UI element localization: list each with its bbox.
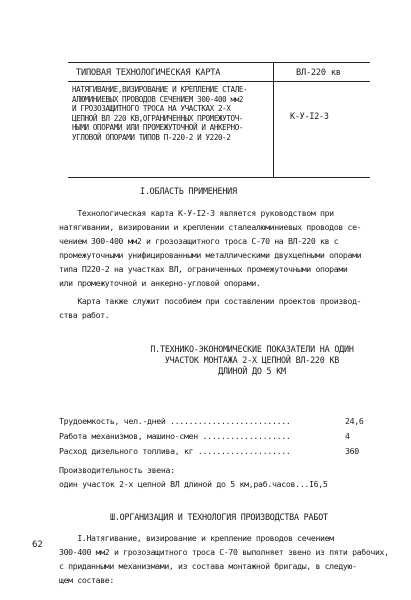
section-3-paragraph: I.Натягивание, визирование и крепление проводов сечением 300-400 мм2 и грозозащитного троса С-70 выполняет звено из пяти рабочих, с приданными механизмами, из состава монтажной бригады, в следую- щем составе: xyxy=(59,533,389,585)
card-description: НАТЯГИВАНИЕ,ВИЗИРОВАНИЕ И КРЕПЛЕНИЕ СТАЛЕ- АЛЮМИНИЕВЫХ ПРОВОДОВ СЕЧЕНИЕМ 300-400 мм2 И ГРОЗОЗАЩИТНОГО ТРОСА НА УЧАСТКАХ 2-Х ЦЕПНОЙ ВЛ 220 КВ,ОГРАНИЧЕННЫХ ПРОМЕЖУТОЧ- НЫМИ ОПОРАМИ ИЛИ ПРОМЕЖУТОЧНОЙ И АНКЕРНО- УГЛОВОЙ ОПОРАМИ ТИПОВ П-220-2 И У220-2 xyxy=(72,85,248,142)
section-2-title: П.ТЕХНИКО-ЭКОНОМИЧЕСКИЕ ПОКАЗАТЕЛИ НА ОДИН УЧАСТОК МОНТАЖА 2-Х ЦЕПНОЙ ВЛ-220 КВ ДЛИНОЙ ДО 5 КМ xyxy=(150,344,354,376)
indicator-label: Трудоемкость, чел.-дней .......................... xyxy=(59,416,291,426)
productivity-value: один участок 2-х цепной ВЛ длиной до 5 км,раб.часов...I6,5 xyxy=(59,479,328,489)
card-type-title: ТИПОВАЯ ТЕХНОЛОГИЧЕСКАЯ КАРТА xyxy=(76,68,221,78)
card-code: К-У-I2-3 xyxy=(290,111,329,121)
section-1-paragraph-2: Карта также служит пособием при составлении проектов производ- ства работ. xyxy=(59,296,362,320)
indicator-label: Расход дизельного топлива, кг .................... xyxy=(59,446,291,456)
indicator-label: Работа механизмов, машино-смен ................... xyxy=(59,431,291,441)
indicator-row xyxy=(59,445,381,457)
productivity-label: Производительность звена: xyxy=(59,465,175,475)
section-3-title: Ш.ОРГАНИЗАЦИЯ И ТЕХНОЛОГИЯ ПРОИЗВОДСТВА РАБОТ xyxy=(110,512,328,522)
indicator-value: 360 xyxy=(345,446,359,456)
indicator-value: 24,6 xyxy=(345,416,364,426)
section-1-title: I.ОБЛАСТЬ ПРИМЕНЕНИЯ xyxy=(140,186,237,196)
page-number: 62 xyxy=(32,540,43,550)
indicator-row xyxy=(59,430,381,442)
indicator-row xyxy=(59,415,381,427)
indicator-value: 4 xyxy=(345,431,350,441)
line-voltage-code: ВЛ-220 кв xyxy=(296,68,341,78)
title-block xyxy=(68,62,370,178)
section-1-paragraph-1: Технологическая карта К-У-I2-3 является руководством при натягивании, визировании и креплении сталеалюминиевых проводов се- чением 300-400 мм2 и грозозащитного троса С-70 на ВЛ-220 кв с промежуточными унифицированными металлическими двухцепными опорами типа П220-2 на участках ВЛ, ограниченных промежуточными опорами или промежуточной и анкерно-угловой опорами. xyxy=(59,208,362,288)
divider xyxy=(68,81,370,82)
